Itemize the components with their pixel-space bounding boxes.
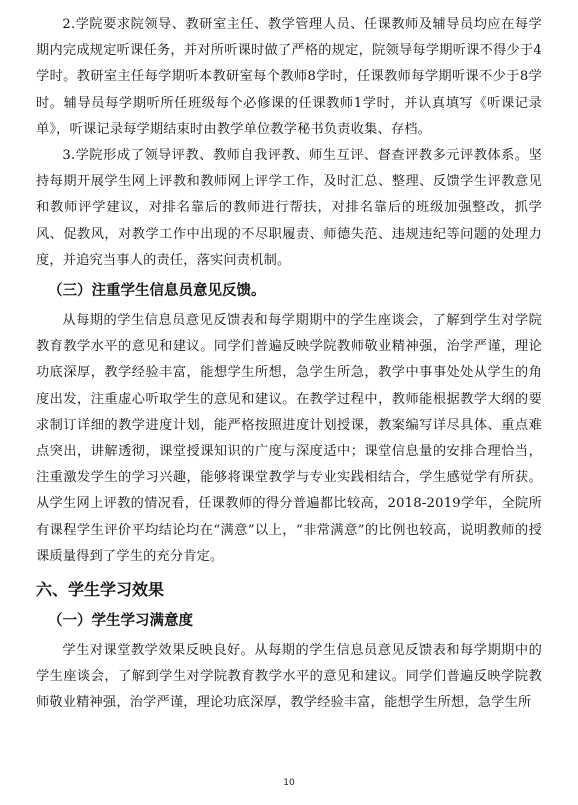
paragraph-satisfaction: 学生对课堂教学效果反映良好。从每期的学生信息员意见反馈表和每学期期中的学生座谈会，了解到学生对学院教育教学水平的意见和建议。同学们普遍反映学院教师敬业精神强，治学严谨，理论功底深厚，教学经验丰富，能想学生所想，急学生所 [36, 643, 542, 711]
paragraph-lecture-requirements: 2.学院要求院领导、教研室主任、教学管理人员、任课教师及辅导员均应在每学期内完成规定听课任务，并对所听课时做了严格的规定，院领导每学期听课不得少于4学时。教研室主任每学期听本教研室每个教师8学时，任课教师每学期听课不少于8学时。辅导员每学期听所任班级每个必修课的任课教师1学时，并认真填写《听课记录单》，听课记录每学期结束时由教学单位教学秘书负责收集、存档。 [36, 17, 542, 137]
page-number: 10 [283, 778, 295, 788]
section-heading-satisfaction: （一）学生学习满意度 [48, 613, 193, 630]
document-page [36, 12, 542, 717]
chapter-heading-learning-outcomes: 六、学生学习效果 [36, 580, 165, 600]
paragraph-evaluation-system: 3.学院形成了领导评教、教师自我评教、师生互评、督查评教多元评教体系。坚持每期开展学生网上评教和教师网上评学工作，及时汇总、整理、反馈学生评教意见和教师评学建议，对排名靠后的教师进行帮扶，对排名靠后的班级加强整改，抓学风、促教风，对教学工作中出现的不尽职履责、师德失范、违规违纪等问题的处理力度，并追究当事人的责任，落实问责机制。 [36, 148, 542, 268]
section-heading-student-feedback: （三）注重学生信息员意见反馈。 [48, 283, 266, 300]
paragraph-student-feedback: 从每期的学生信息员意见反馈表和每学期期中的学生座谈会，了解到学生对学院教育教学水平的意见和建议。同学们普遍反映学院教师敬业精神强，治学严谨，理论功底深厚，教学经验丰富，能想学生所想，急学生所急，教学中事事处处从学生的角度出发，注重虚心听取学生的意见和建议。在教学过程中，教师能根据教学大纲的要求制订详细的教学进度计划，能严格按照进度计划授课，教案编写详尽具体、重点难点突出，讲解透彻，课堂授课知识的广度与深度适中；课堂信息量的安排合理恰当，注重激发学生的学习兴趣，能够将课堂教学与专业实践相结合，学生感觉学有所获。从学生网上评教的情况看，任课教师的得分普遍都比较高，2018-2019学年，全院所有课程学生评价平均结论均在“满意”以上，“非常满意”的比例也较高，说明教师的授课质量得到了学生的充分肯定。 [36, 313, 542, 564]
